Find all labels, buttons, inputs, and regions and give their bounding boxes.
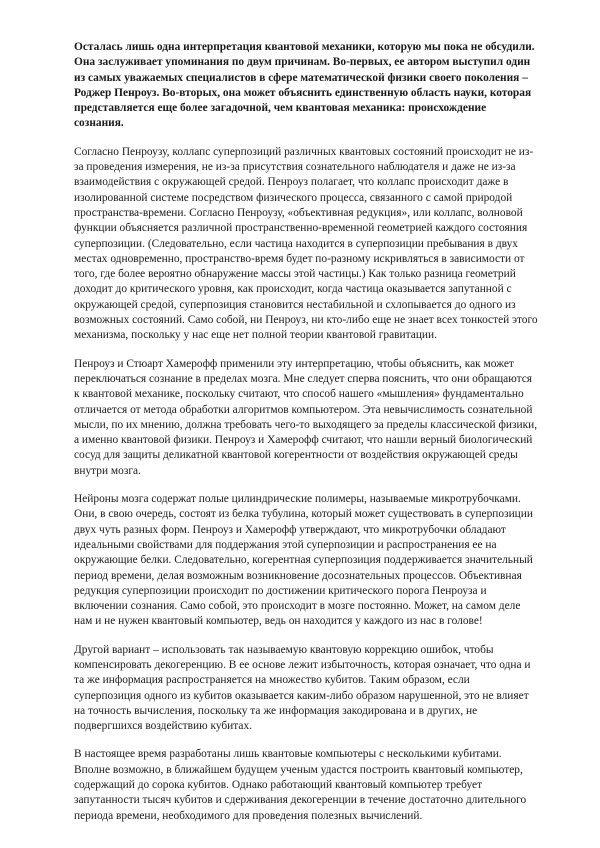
body-paragraph-penrose-collapse: Согласно Пенроузу, коллапс суперпозиций различных квантовых состояний происходит не из-за проведения измерения, не из-за присутствия сознательного наблюдателя и даже не из-за взаимодействия с окружающей средой. Пенроуз полагает, что коллапс происходит даже в изолированной системе посредством физического процесса, связанного с самой природой пространства-времени. Согласно Пенроузу, «объективная редукция», или коллапс, волновой функции объясняется различной пространственно-временной геометрией каждого состояния суперпозиции. (Следовательно, если частица находится в суперпозиции пребывания в двух местах одновременно, пространство-время будет по-разному искривляться в зависимости от того, где более вероятно обнаружение массы этой частицы.) Как только разница геометрий доходит до критического уровня, как происходит, когда частица оказывается запутанной с окружающей средой, суперпозиция становится нестабильной и схлопывается до одного из возможных состояний. Само собой, ни Пенроуз, ни кто-либо еще не знает всех тонкостей этого механизма, поскольку у нас еще нет полной теории квантовой гравитации.: [74, 145, 538, 342]
body-paragraph-quantum-computers: В настоящее время разработаны лишь квантовые компьютеры с несколькими кубитами. Вполне возможно, в ближайшем будущем ученым удастся построить квантовый компьютер, содержащий до сорока кубитов. Однако работающий квантовый компьютер требует запутанности тысяч кубитов и сдерживания декогеренции в течение достаточно длительного периода времени, необходимого для проведения полезных вычислений.: [74, 748, 527, 822]
document-page: [74, 40, 538, 837]
lead-paragraph: Осталась лишь одна интерпретация квантовой механики, которую мы пока не обсудили. Она заслуживает упоминания по двум причинам. Во-первых, ее автором выступил один из самых уважаемых специалистов в сфере математической физики своего поколения – Роджер Пенроуз. Во-вторых, она может объяснить единственную область науки, которая представляется еще более загадочной, чем квантовая механика: происхождение сознания.: [74, 41, 535, 130]
body-paragraph-microtubules: Нейроны мозга содержат полые цилиндрические полимеры, называемые микротрубочками. Они, в свою очередь, состоят из белка тубулина, который может существовать в суперпозиции двух чуть разных форм. Пенроуз и Хамерофф утверждают, что микротрубочки обладают идеальными свойствами для поддержания этой суперпозиции и распространения ее на окружающие белки. Следовательно, когерентная суперпозиция поддерживается значительный период времени, делая возможным возникновение досознательных процессов. Объективная редукция суперпозиции происходит по достижении критического порога Пенроуза и включении сознания. Само собой, это происходит в мозге постоянно. Может, на самом деле нам и не нужен квантовый компьютер, ведь он находится у каждого из нас в голове!: [74, 493, 533, 628]
body-paragraph-consciousness: Пенроуз и Стюарт Хамерофф применили эту интерпретацию, чтобы объяснить, как может переключаться сознание в пределах мозга. Мне следует сперва пояснить, что они обращаются к квантовой механике, поскольку считают, что способ нашего «мышления» фундаментально отличается от метода обработки алгоритмов компьютером. Эта невычислимость сознательной мысли, по их мнению, должна требовать чего-то выходящего за пределы классической физики, а именно квантовой физики. Пенроуз и Хамерофф считают, что нашли верный биологический сосуд для защиты деликатной квантовой когерентности от воздействия окружающей среды внутри мозга.: [74, 357, 538, 477]
body-paragraph-error-correction: Другой вариант – использовать так называемую квантовую коррекцию ошибок, чтобы компенсировать декогеренцию. В ее основе лежит избыточность, которая означает, что одна и та же информация распространяется на множество кубитов. Таким образом, если суперпозиция одного из кубитов оказывается каким-либо образом нарушенной, это не влияет на точность вычисления, поскольку та же информация закодирована и в других, не подвергшихся воздействию кубитах.: [74, 643, 531, 733]
